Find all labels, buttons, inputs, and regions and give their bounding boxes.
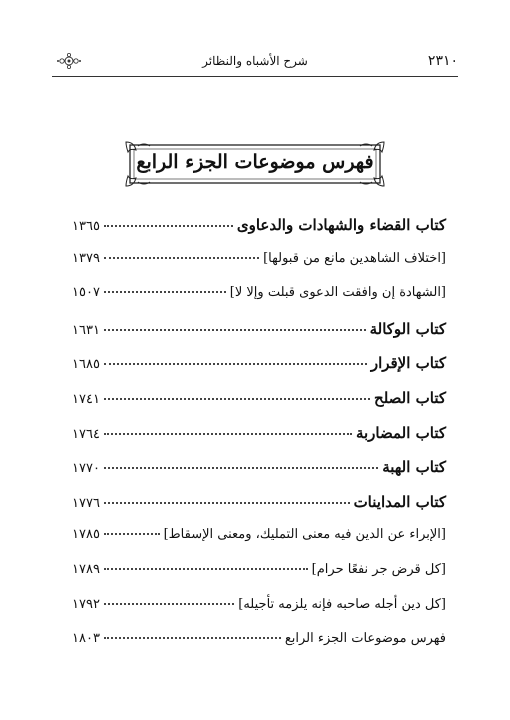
toc-entry[interactable] (72, 216, 446, 251)
toc-entry[interactable] (72, 597, 446, 632)
toc-entry-label: كتاب الهبة (382, 458, 446, 477)
toc-entry-page: ١٦٣١ (72, 322, 100, 338)
toc-entry[interactable] (72, 389, 446, 424)
toc-entry-page: ١٣٧٩ (72, 250, 100, 266)
dot-leader (104, 603, 234, 605)
dot-leader (104, 329, 366, 331)
toc-entry[interactable] (72, 527, 446, 562)
toc-entry-page: ١٨٠٣ (72, 631, 100, 647)
toc-list (72, 216, 446, 666)
page-number: ٢٣١٠ (427, 53, 458, 69)
toc-entry[interactable] (72, 562, 446, 597)
toc-entry-page: ١٧٦٤ (72, 426, 100, 442)
toc-entry[interactable] (72, 458, 446, 493)
toc-entry-label: [كل دين أجله صاحبه فإنه يلزمه تأجيله] (238, 596, 446, 612)
dot-leader (104, 363, 367, 365)
toc-entry-label: كتاب الصلح (374, 388, 446, 407)
toc-entry[interactable] (72, 424, 446, 459)
toc-entry-page: ١٣٦٥ (72, 219, 100, 234)
toc-entry-page: ١٧٨٥ (72, 527, 100, 543)
dot-leader (104, 533, 160, 535)
toc-entry-label: كتاب المضاربة (355, 423, 446, 442)
toc-entry-page: ١٧٧٠ (72, 461, 100, 477)
toc-entry-label: [الإبراء عن الدين فيه معنى التمليك، ومعنى الإسقاط] (163, 527, 446, 543)
toc-entry[interactable] (72, 354, 446, 389)
dot-leader (104, 291, 226, 293)
toc-entry-page: ١٧٧٦ (72, 495, 100, 511)
dot-leader (104, 467, 378, 469)
dot-leader (104, 502, 350, 504)
dot-leader (104, 398, 370, 400)
toc-entry-label: [الشهادة إن وافقت الدعوى قبلت وإلا لا] (229, 285, 446, 301)
toc-entry-label: كتاب الوكالة (369, 319, 446, 338)
dot-leader (104, 568, 308, 570)
toc-entry[interactable] (72, 631, 446, 666)
toc-entry-label: كتاب الإقرار (370, 354, 446, 373)
toc-title: فهرس موضوعات الجزء الرابع (136, 151, 374, 173)
toc-entry-page: ١٥٠٧ (72, 285, 100, 301)
toc-entry[interactable] (72, 285, 446, 320)
toc-entry-page: ١٧٨٩ (72, 561, 100, 577)
toc-entry-label: فهرس موضوعات الجزء الرابع (284, 631, 446, 647)
flower-ornament-icon (56, 52, 82, 70)
toc-entry-label: [اختلاف الشاهدين مانع من قبولها] (263, 250, 446, 266)
toc-entry-label: [كل قرض جر نفعًا حرام] (311, 561, 446, 577)
dot-leader (104, 433, 352, 435)
toc-entry[interactable] (72, 493, 446, 528)
toc-entry[interactable] (72, 320, 446, 355)
dot-leader (104, 225, 233, 227)
toc-entry-page: ١٧٤١ (72, 391, 100, 407)
toc-entry-page: ١٦٨٥ (72, 357, 100, 373)
toc-entry[interactable] (72, 251, 446, 286)
toc-entry-label: كتاب القضاء والشهادات والدعاوى (236, 216, 446, 234)
title-frame (124, 140, 386, 188)
running-title: شرح الأشباه والنظائر (202, 54, 308, 68)
dot-leader (104, 637, 281, 639)
dot-leader (104, 257, 259, 259)
page-header (52, 50, 458, 77)
toc-entry-page: ١٧٩٢ (72, 596, 100, 612)
toc-entry-label: كتاب المداينات (353, 492, 446, 511)
